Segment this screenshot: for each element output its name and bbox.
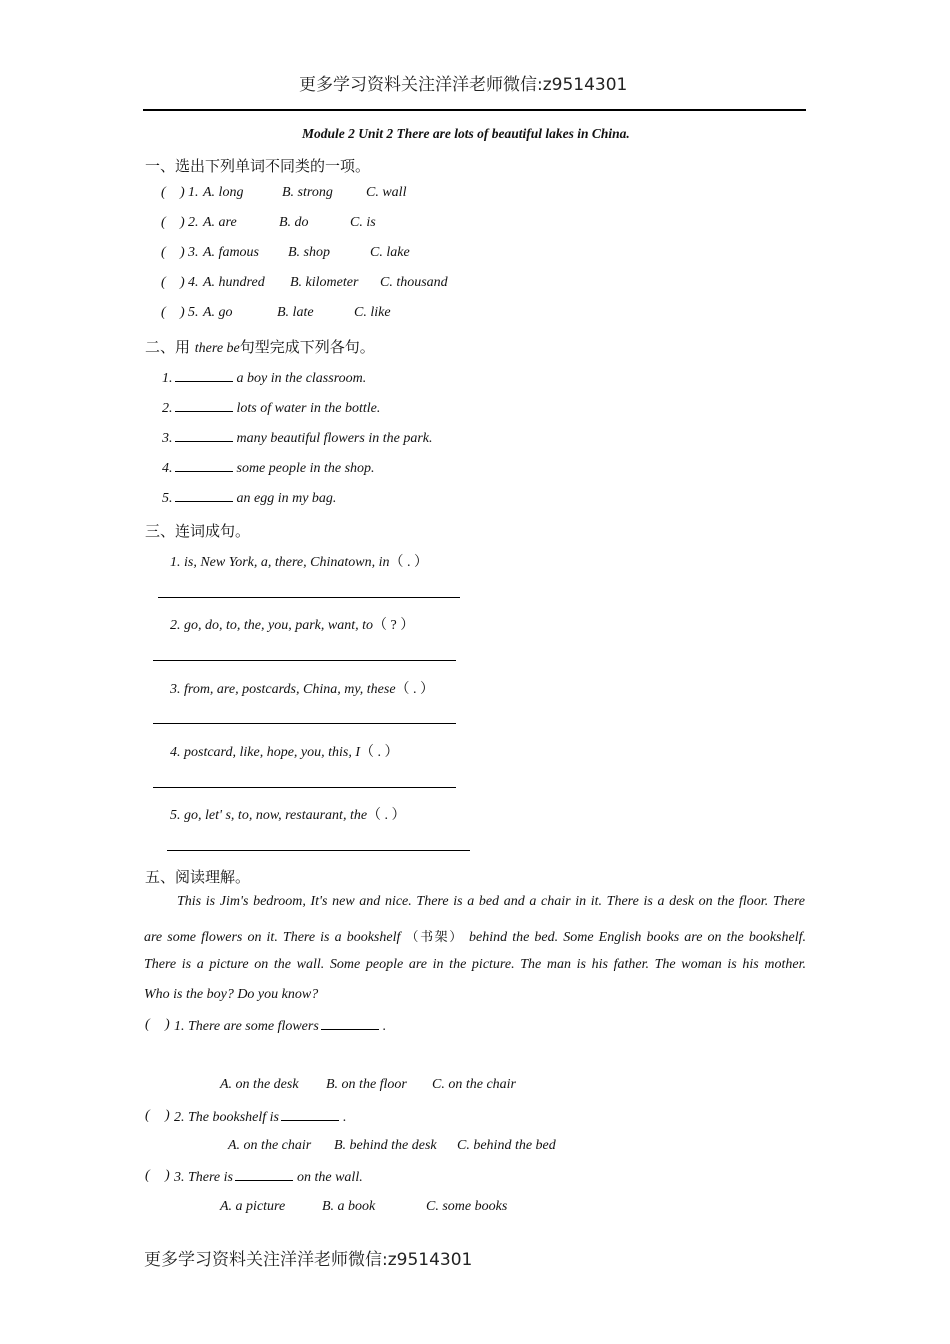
answer-blank[interactable] [175, 399, 233, 412]
answer-blank[interactable] [175, 459, 233, 472]
section5-heading: 五、阅读理解。 [145, 868, 251, 886]
option-c: C. behind the bed [457, 1138, 556, 1153]
option-b: B. kilometer [290, 275, 359, 290]
list-item: 3. from, are, postcards, China, my, these（ . ） [170, 682, 435, 697]
list-item: 1. a boy in the classroom. [162, 371, 367, 386]
item-number: 2. [188, 215, 199, 230]
option-a: A. hundred [203, 275, 265, 290]
answer-paren-open: ( [161, 275, 166, 290]
worksheet-title: Module 2 Unit 2 There are lots of beautiful lakes in China. [302, 126, 630, 141]
answer-blank[interactable] [175, 369, 233, 382]
passage-line: are some flowers on it. There is a bookshelf （书架） behind the bed. Some English books are on the bookshelf. [144, 930, 806, 945]
option-a: A. on the chair [228, 1138, 312, 1153]
page-footer: 更多学习资料关注洋洋老师微信:z9514301 [144, 1250, 473, 1270]
list-item: 2. go, do, to, the, you, park, want, to（ ? ） [170, 618, 415, 633]
answer-line[interactable] [158, 597, 460, 598]
answer-paren-open: ( [161, 215, 166, 230]
list-item: 4. some people in the shop. [162, 461, 375, 476]
answer-blank[interactable] [175, 489, 233, 502]
option-a: A. famous [203, 245, 259, 260]
option-c: C. some books [426, 1199, 508, 1214]
answer-paren-open: ( [161, 245, 166, 260]
option-a: A. long [203, 185, 244, 200]
answer-paren-close: ) [180, 245, 185, 260]
option-b: B. do [279, 215, 309, 230]
answer-paren-close: ) [180, 185, 185, 200]
option-b: B. behind the desk [334, 1138, 437, 1153]
answer-paren-close: ) [180, 215, 185, 230]
option-b: B. strong [282, 185, 333, 200]
option-a: A. go [203, 305, 233, 320]
passage-line: This is Jim's bedroom, It's new and nice. There is a bed and a chair in it. There is a desk on the floor. There [177, 894, 805, 909]
answer-paren-open: ( [161, 185, 166, 200]
answer-paren-close: ) [180, 305, 185, 320]
answer-blank[interactable] [281, 1108, 339, 1121]
option-c: C. lake [370, 245, 410, 260]
item-number: 3. [188, 245, 199, 260]
answer-line[interactable] [153, 723, 456, 724]
answer-paren-close: ) [180, 275, 185, 290]
option-a: A. are [203, 215, 237, 230]
item-number: 1. [188, 185, 199, 200]
list-item: 2. lots of water in the bottle. [162, 401, 381, 416]
answer-line[interactable] [153, 787, 456, 788]
answer-line[interactable] [167, 850, 470, 851]
answer-blank[interactable] [175, 429, 233, 442]
item-number: 5. [188, 305, 199, 320]
option-b: B. shop [288, 245, 330, 260]
option-b: B. late [277, 305, 314, 320]
list-item: 3. many beautiful flowers in the park. [162, 431, 433, 446]
section3-heading: 三、连词成句。 [145, 522, 251, 540]
section1-heading: 一、选出下列单词不同类的一项。 [145, 157, 371, 175]
option-a: A. a picture [220, 1199, 286, 1214]
answer-paren-open: ( [161, 305, 166, 320]
option-b: B. on the floor [326, 1077, 407, 1092]
list-item: 5. an egg in my bag. [162, 491, 337, 506]
item-number: 4. [188, 275, 199, 290]
option-c: C. is [350, 215, 376, 230]
page-header: 更多学习资料关注洋洋老师微信:z9514301 [299, 75, 628, 95]
answer-blank[interactable] [235, 1168, 293, 1181]
option-c: C. wall [366, 185, 407, 200]
list-item: 4. postcard, like, hope, you, this, I（ . ） [170, 745, 399, 760]
option-c: C. like [354, 305, 391, 320]
list-item: 5. go, let' s, to, now, restaurant, the（ . ） [170, 808, 406, 823]
header-divider [143, 109, 806, 111]
answer-line[interactable] [153, 660, 456, 661]
option-a: A. on the desk [220, 1077, 299, 1092]
answer-blank[interactable] [321, 1017, 379, 1030]
option-c: C. on the chair [432, 1077, 516, 1092]
option-b: B. a book [322, 1199, 376, 1214]
passage-line: Who is the boy? Do you know? [144, 987, 319, 1002]
list-item: 1. is, New York, a, there, Chinatown, in（ . ） [170, 555, 428, 570]
passage-line: There is a picture on the wall. Some people are in the picture. The man is his father. The woman is his mother. [144, 957, 806, 972]
section2-heading: 二、用 there be句型完成下列各句。 [145, 338, 375, 356]
option-c: C. thousand [380, 275, 448, 290]
